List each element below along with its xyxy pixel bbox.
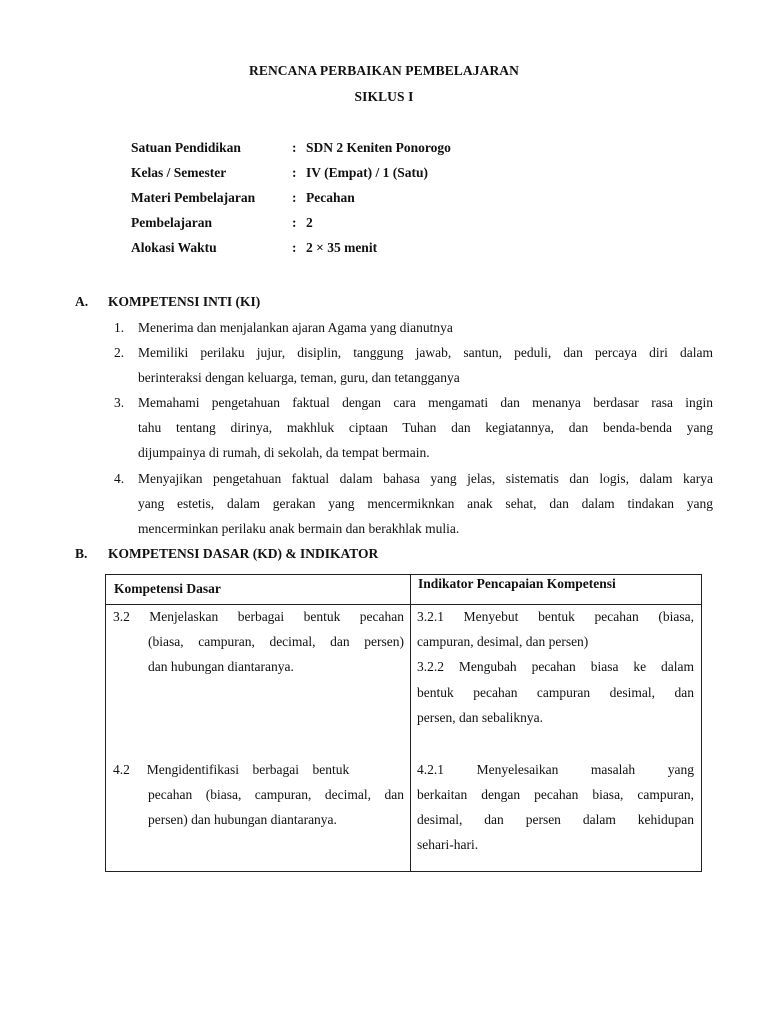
identity-value: 2 [306, 215, 313, 230]
column-header-indikator: Indikator Pencapaian Kompetensi [418, 576, 616, 591]
identity-label: Pembelajaran [131, 215, 212, 230]
table-header-cell [411, 575, 702, 605]
section-heading: KOMPETENSI INTI (KI) [108, 294, 261, 309]
indikator-text-line: sehari-hari. [417, 837, 479, 852]
identity-label: Kelas / Semester [131, 165, 227, 180]
identity-value: Pecahan [306, 190, 355, 205]
identity-separator: : [292, 215, 297, 230]
list-item-number: 4. [114, 471, 125, 486]
document-title: RENCANA PERBAIKAN PEMBELAJARAN [248, 63, 519, 78]
indikator-text-line: 3.2.1 Menyebut bentuk pecahan (biasa, [417, 609, 694, 624]
identity-value: 2 × 35 menit [306, 240, 378, 255]
indikator-text-line: 3.2.2 Mengubah pecahan biasa ke dalam [417, 659, 694, 674]
list-item-text: Menerima dan menjalankan ajaran Agama yang dianutnya [138, 320, 453, 335]
column-header-kompetensi-dasar: Kompetensi Dasar [114, 581, 221, 596]
table-cell-indikator [411, 605, 702, 872]
table-row [106, 605, 702, 872]
section-letter: B. [75, 546, 88, 561]
list-item-text: berinteraksi dengan keluarga, teman, guru, dan tetangganya [138, 370, 460, 385]
list-item-text: Memiliki perilaku jujur, disiplin, tanggung jawab, santun, peduli, dan percaya diri dalam [138, 345, 713, 360]
identity-value: IV (Empat) / 1 (Satu) [306, 165, 429, 180]
list-item-text: Memahami pengetahuan faktual dengan cara mengamati dan menanya berdasar rasa ingin [138, 395, 713, 410]
identity-separator: : [292, 190, 297, 205]
list-item-text: yang estetis, dalam gerakan yang mencermiknkan anak sehat, dan dalam tindakan yang [138, 496, 713, 511]
table-header-cell [106, 575, 411, 605]
kd-text-line: 4.2 Mengidentifikasi berbagai bentuk [113, 762, 350, 777]
list-item-number: 2. [114, 345, 125, 360]
list-item-number: 1. [114, 320, 125, 335]
indikator-text-line: desimal, dan persen dalam kehidupan [417, 812, 694, 827]
kd-text-line: (biasa, campuran, decimal, dan persen) [148, 634, 404, 649]
identity-separator: : [292, 165, 297, 180]
indikator-text-line: bentuk pecahan campuran desimal, dan [417, 685, 694, 700]
kd-indikator-table [105, 574, 702, 872]
identity-separator: : [292, 140, 297, 155]
table-cell-kompetensi-dasar [106, 605, 411, 872]
table-header-row [106, 575, 702, 605]
identity-label: Alokasi Waktu [131, 240, 217, 255]
identity-label: Materi Pembelajaran [131, 190, 256, 205]
identity-label: Satuan Pendidikan [131, 140, 241, 155]
kd-text-line: 3.2 Menjelaskan berbagai bentuk pecahan [113, 609, 404, 624]
indikator-text-line: berkaitan dengan pecahan biasa, campuran, [417, 787, 694, 802]
section-letter: A. [75, 294, 89, 309]
list-item-text: Menyajikan pengetahuan faktual dalam bahasa yang jelas, sistematis dan logis, dalam karya [138, 471, 713, 486]
list-item-text: tahu tentang dirinya, makhluk ciptaan Tuhan dan kegiatannya, dan benda-benda yang [138, 420, 713, 435]
kd-text-line: dan hubungan diantaranya. [148, 659, 294, 674]
kd-text-line: pecahan (biasa, campuran, decimal, dan [148, 787, 404, 802]
document-subtitle: SIKLUS I [354, 89, 414, 104]
list-item-number: 3. [114, 395, 125, 410]
section-heading: KOMPETENSI DASAR (KD) & INDIKATOR [108, 546, 379, 561]
identity-separator: : [292, 240, 297, 255]
indikator-text-line: 4.2.1 Menyelesaikan masalah yang [417, 762, 694, 777]
list-item-text: mencerminkan perilaku anak bermain dan berakhlak mulia. [138, 521, 460, 536]
kd-text-line: persen) dan hubungan diantaranya. [148, 812, 337, 827]
indikator-text-line: persen, dan sebaliknya. [417, 710, 543, 725]
identity-value: SDN 2 Keniten Ponorogo [306, 140, 451, 155]
list-item-text: dijumpainya di rumah, di sekolah, da tempat bermain. [138, 445, 430, 460]
indikator-text-line: campuran, desimal, dan persen) [417, 634, 589, 649]
